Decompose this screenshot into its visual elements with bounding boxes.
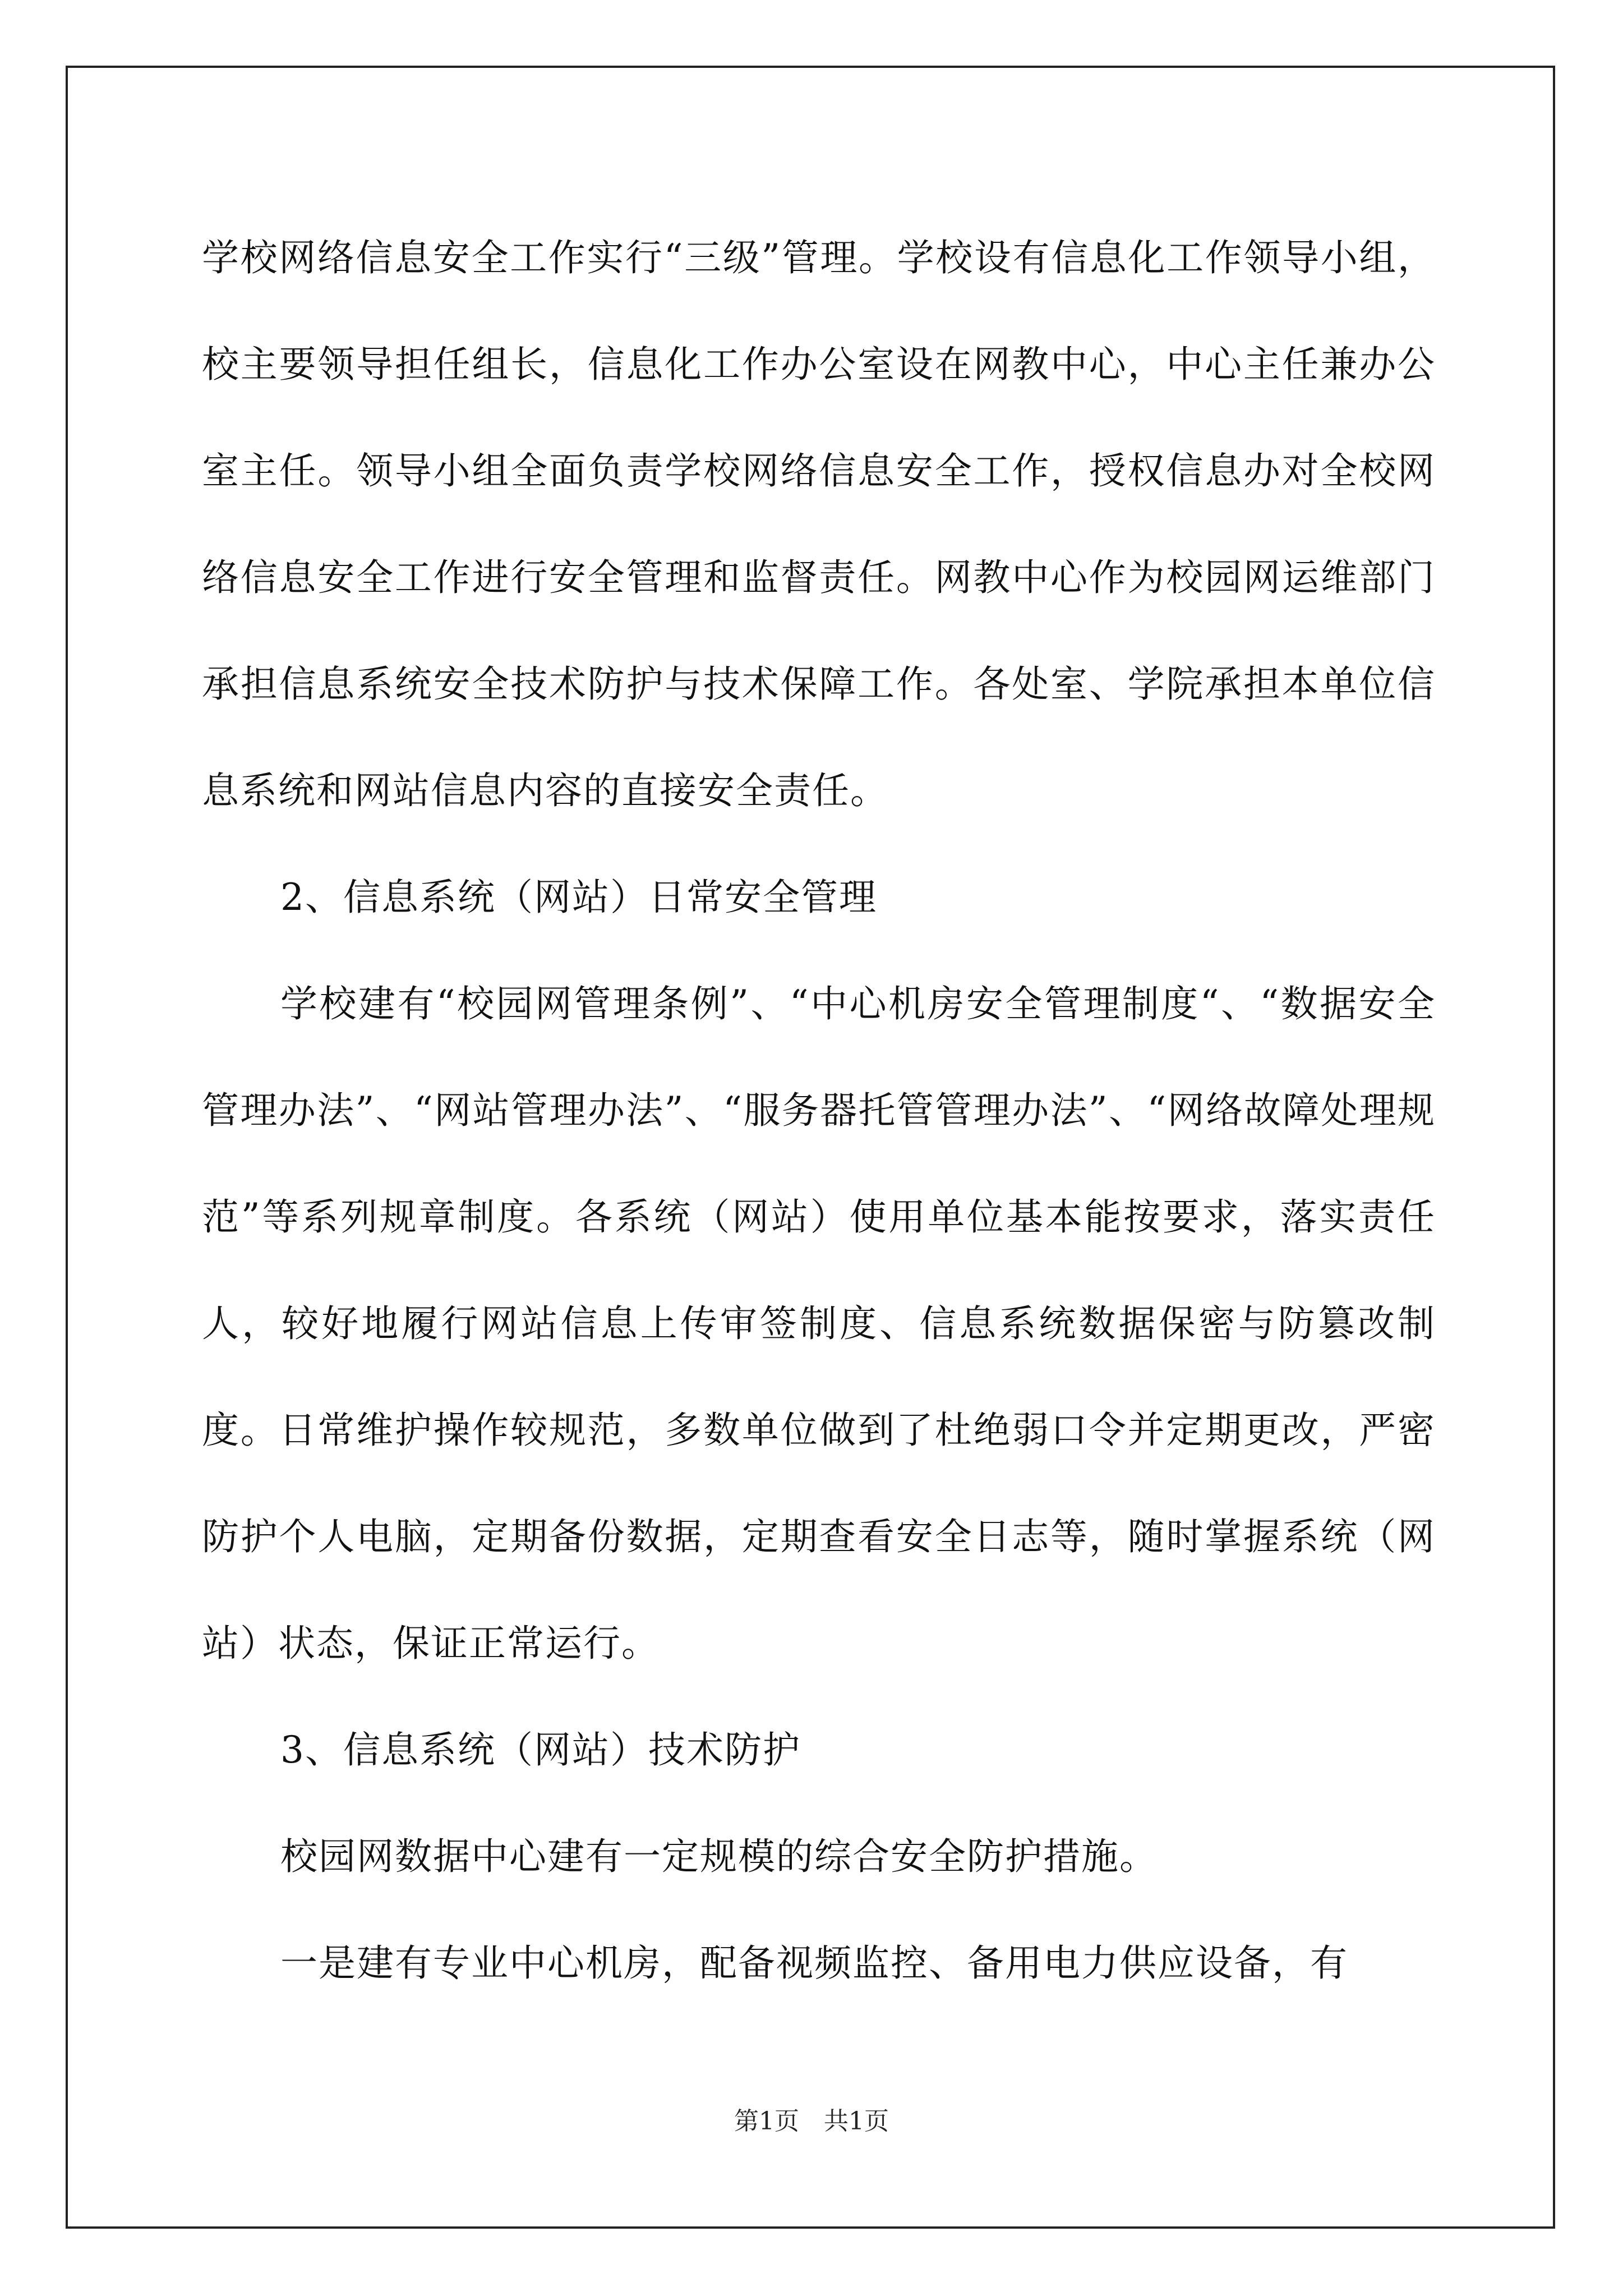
document-body (202, 205, 1436, 2017)
heading-daily-security: 2、信息系统（网站）日常安全管理 (280, 876, 877, 919)
paragraph-regulations: 学校建有“校园网管理条例”、“中心机房安全管理制度“、“数据安全管理办法”、“网站管理办法”、“服务器托管管理办法”、“网络故障处理规范”等系列规章制度。各系统（网站）使用单位基本能按要求，落实责任人，较好地履行网站信息上传审签制度、信息系统数据保密与防篡改制度。日常维护操作较规范，多数单位做到了杜绝弱口令并定期更改，严密防护个人电脑，定期备份数据，定期查看安全日志等，随时掌握系统（网站）状态，保证正常运行。 (202, 982, 1436, 1665)
paragraph-machine-room: 一是建有专业中心机房，配备视频监控、备用电力供应设备，有 (280, 1941, 1348, 1985)
paragraph-management-levels: 学校网络信息安全工作实行“三级”管理。学校设有信息化工作领导小组，校主要领导担任组长，信息化工作办公室设在网教中心，中心主任兼办公室主任。领导小组全面负责学校网络信息安全工作，授权信息办对全校网络信息安全工作进行安全管理和监督责任。网教中心作为校园网运维部门承担信息系统安全技术防护与技术保障工作。各处室、学院承担本单位信息系统和网站信息内容的直接安全责任。 (202, 236, 1436, 812)
page-footer (0, 2101, 1623, 2137)
paragraph-data-center: 校园网数据中心建有一定规模的综合安全防护措施。 (280, 1835, 1158, 1878)
page-total: 共1页 (824, 2107, 889, 2136)
page-number: 第1页 (734, 2107, 799, 2136)
heading-technical-protection: 3、信息系统（网站）技术防护 (280, 1728, 801, 1772)
